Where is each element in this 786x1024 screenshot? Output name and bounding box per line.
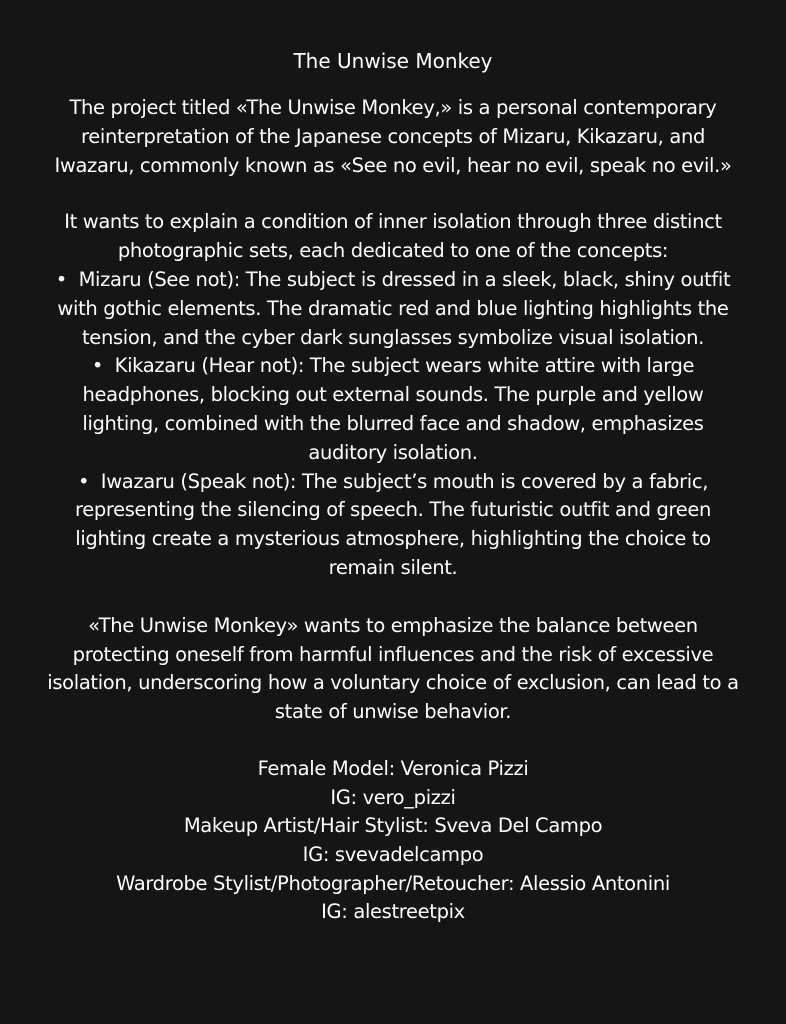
- bullet-marker: •: [55, 267, 79, 291]
- bullet-marker: •: [77, 469, 101, 493]
- bullet-text: Mizaru (See not): The subject is dressed in a sleek, black, shiny outfit with gothic elements. The dramatic red and blue lighting highlights the tension, and the cyber dark sunglasses symbolize visual isolation.: [57, 267, 731, 349]
- credit-line: Wardrobe Stylist/Photographer/Retoucher: Alessio Antonini: [116, 871, 670, 895]
- bullet-item-mizaru: [43, 266, 743, 352]
- bullet-marker: •: [91, 354, 115, 378]
- credit-line: Makeup Artist/Hair Stylist: Sveva Del Campo: [183, 814, 603, 838]
- bullet-text: Iwazaru (Speak not): The subject’s mouth is covered by a fabric, representing the silencing of speech. The futuristic outfit and green lighting create a mysterious atmosphere, highlighting the choice to remain silent.: [74, 469, 712, 579]
- bullet-item-kikazaru: [43, 352, 743, 467]
- page-title: The Unwise Monkey: [293, 49, 493, 73]
- bullet-item-iwazaru: [43, 468, 743, 583]
- conclusion-paragraph: [43, 612, 743, 727]
- credit-line: IG: alestreetpix: [321, 900, 465, 924]
- intro-paragraph: [43, 94, 743, 180]
- bullet-text: Kikazaru (Hear not): The subject wears white attire with large headphones, blocking out external sounds. The purple and yellow lighting, combined with the blurred face and shadow, emphasizes auditory isolation.: [82, 354, 704, 464]
- credits-block: [0, 755, 786, 927]
- intro-text: The project titled «The Unwise Monkey,» is a personal contemporary reinterpretation of the Japanese concepts of Mizaru, Kikazaru, and Iwazaru, commonly known as «See no evil, hear no evil, speak no evil.»: [54, 96, 732, 177]
- credit-line: Female Model: Veronica Pizzi: [257, 756, 529, 780]
- explain-text: It wants to explain a condition of inner isolation through three distinct photographic sets, each dedicated to one of the concepts:: [64, 210, 722, 263]
- credit-line: IG: svevadelcampo: [302, 843, 484, 867]
- conclusion-text: «The Unwise Monkey» wants to emphasize the balance between protecting oneself from harmful influences and the risk of excessive isolation, underscoring how a voluntary choice of exclusion, can lead to a state of unwise behavior.: [47, 613, 739, 724]
- concepts-section: [43, 208, 743, 582]
- credit-line: IG: vero_pizzi: [330, 785, 456, 809]
